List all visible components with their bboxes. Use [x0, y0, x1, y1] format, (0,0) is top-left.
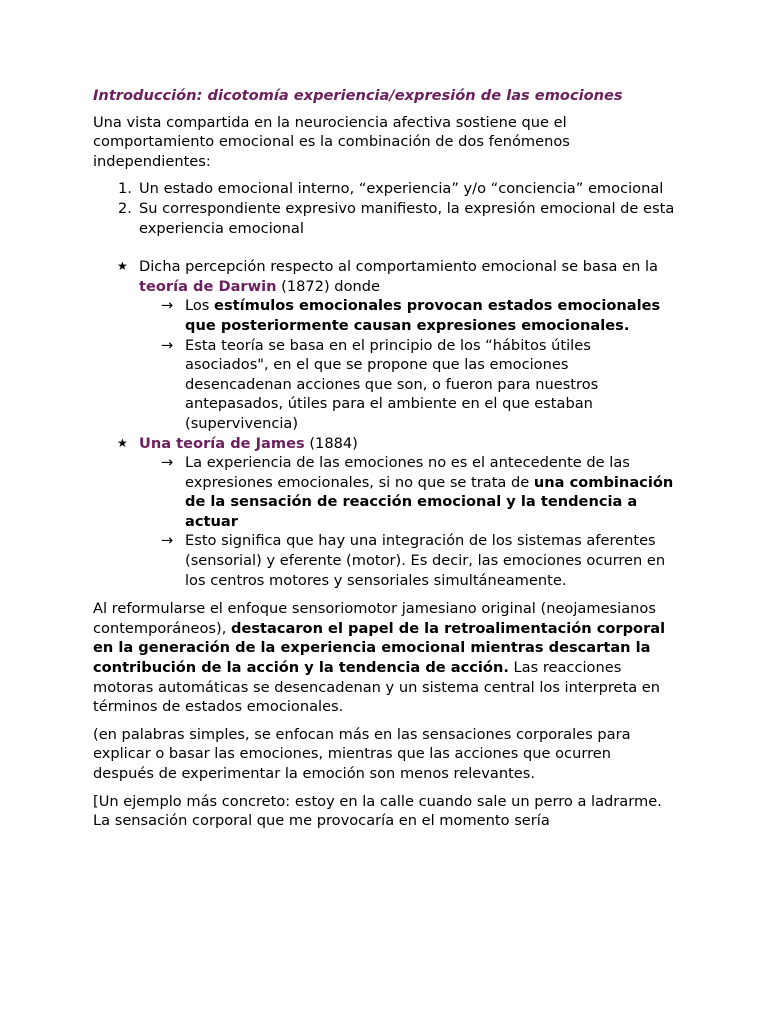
- arrow-sublist: [139, 296, 676, 433]
- paragraph-text: Al reformularse el enfoque sensoriomotor jamesiano original (neojamesianos contemporáneos),: [93, 600, 656, 637]
- arrow-right-icon: →: [161, 454, 174, 472]
- sub-item-text: Los: [185, 297, 215, 315]
- list-item-text: Su correspondiente expresivo manifiesto, la expresión emocional de esta experiencia emocional: [139, 199, 675, 237]
- sub-item: [139, 296, 676, 335]
- arrow-right-icon: →: [161, 532, 174, 550]
- simple-words-paragraph: (en palabras simples, se enfocan más en las sensaciones corporales para explicar o basar las emociones, mientras que las acciones que ocurren después de experimentar la emoción son menos relevantes.: [93, 725, 631, 782]
- list-number: 1.: [118, 180, 132, 198]
- star-icon: ★: [117, 259, 128, 274]
- paragraph-bold: destacaron el papel de la retroalimentación corporal en la generación de la experiencia emocional mientras descartan la contribución de la acción y la tendencia de acción.: [93, 619, 666, 677]
- sub-item-text: La experiencia de las emociones no es el antecedente de las expresiones emocionales, si no que se trata de: [185, 454, 630, 491]
- spacer: [93, 238, 676, 257]
- example-paragraph: [Un ejemplo más concreto: estoy en la calle cuando sale un perro a ladrarme. La sensación corporal que me provocaría en el momento sería: [93, 792, 662, 830]
- sub-item-bold: estímulos emocionales provocan estados emocionales que posteriormente causan expresiones emocionales.: [185, 297, 661, 334]
- arrow-sublist: [139, 453, 676, 590]
- james-theory-highlight: Una teoría de James: [139, 434, 305, 452]
- darwin-theory-highlight: teoría de Darwin: [139, 277, 277, 295]
- numbered-list: [93, 179, 676, 238]
- list-number: 2.: [118, 199, 132, 217]
- bullet-text-year: (1872) donde: [276, 277, 380, 295]
- list-item-text: Un estado emocional interno, “experiencia” y/o “conciencia” emocional: [139, 180, 664, 198]
- bullet-text-year: (1884): [304, 434, 358, 452]
- star-bullet-list: [93, 257, 676, 590]
- sub-item: [139, 453, 676, 531]
- list-item: [93, 199, 676, 238]
- bullet-darwin: [93, 257, 676, 433]
- arrow-right-icon: →: [161, 336, 174, 354]
- intro-paragraph: Una vista compartida en la neurociencia afectiva sostiene que el comportamiento emocional es la combinación de dos fenómenos independientes:: [93, 113, 570, 170]
- paragraph-text: Las reacciones motoras automáticas se desencadenan y un sistema central los interpreta en términos de estados emocionales.: [93, 659, 661, 716]
- sub-item-text: Esta teoría se basa en el principio de los “hábitos útiles asociados", en el que se propone que las emociones desencadenan acciones que son, o fueron para nuestros antepasados, útiles para el ambiente en el que estaban (supervivencia): [185, 336, 599, 432]
- sub-item: [139, 531, 676, 590]
- bullet-text: Dicha percepción respecto al comportamiento emocional se basa en la: [139, 258, 658, 276]
- arrow-right-icon: →: [161, 297, 174, 315]
- star-icon: ★: [117, 435, 128, 450]
- sub-item: [139, 336, 676, 434]
- sub-item-text: Esto significa que hay una integración de los sistemas aferentes (sensorial) y eferente (motor). Es decir, las emociones ocurren en los centros motores y sensoriales simultáneamente.: [185, 532, 666, 589]
- bullet-james: [93, 434, 676, 591]
- sub-item-bold: una combinación de la sensación de reacción emocional y la tendencia a actuar: [185, 473, 674, 530]
- section-heading: Introducción: dicotomía experiencia/expresión de las emociones: [93, 87, 623, 104]
- neojamesian-paragraph: [93, 599, 676, 717]
- list-item: [93, 179, 676, 199]
